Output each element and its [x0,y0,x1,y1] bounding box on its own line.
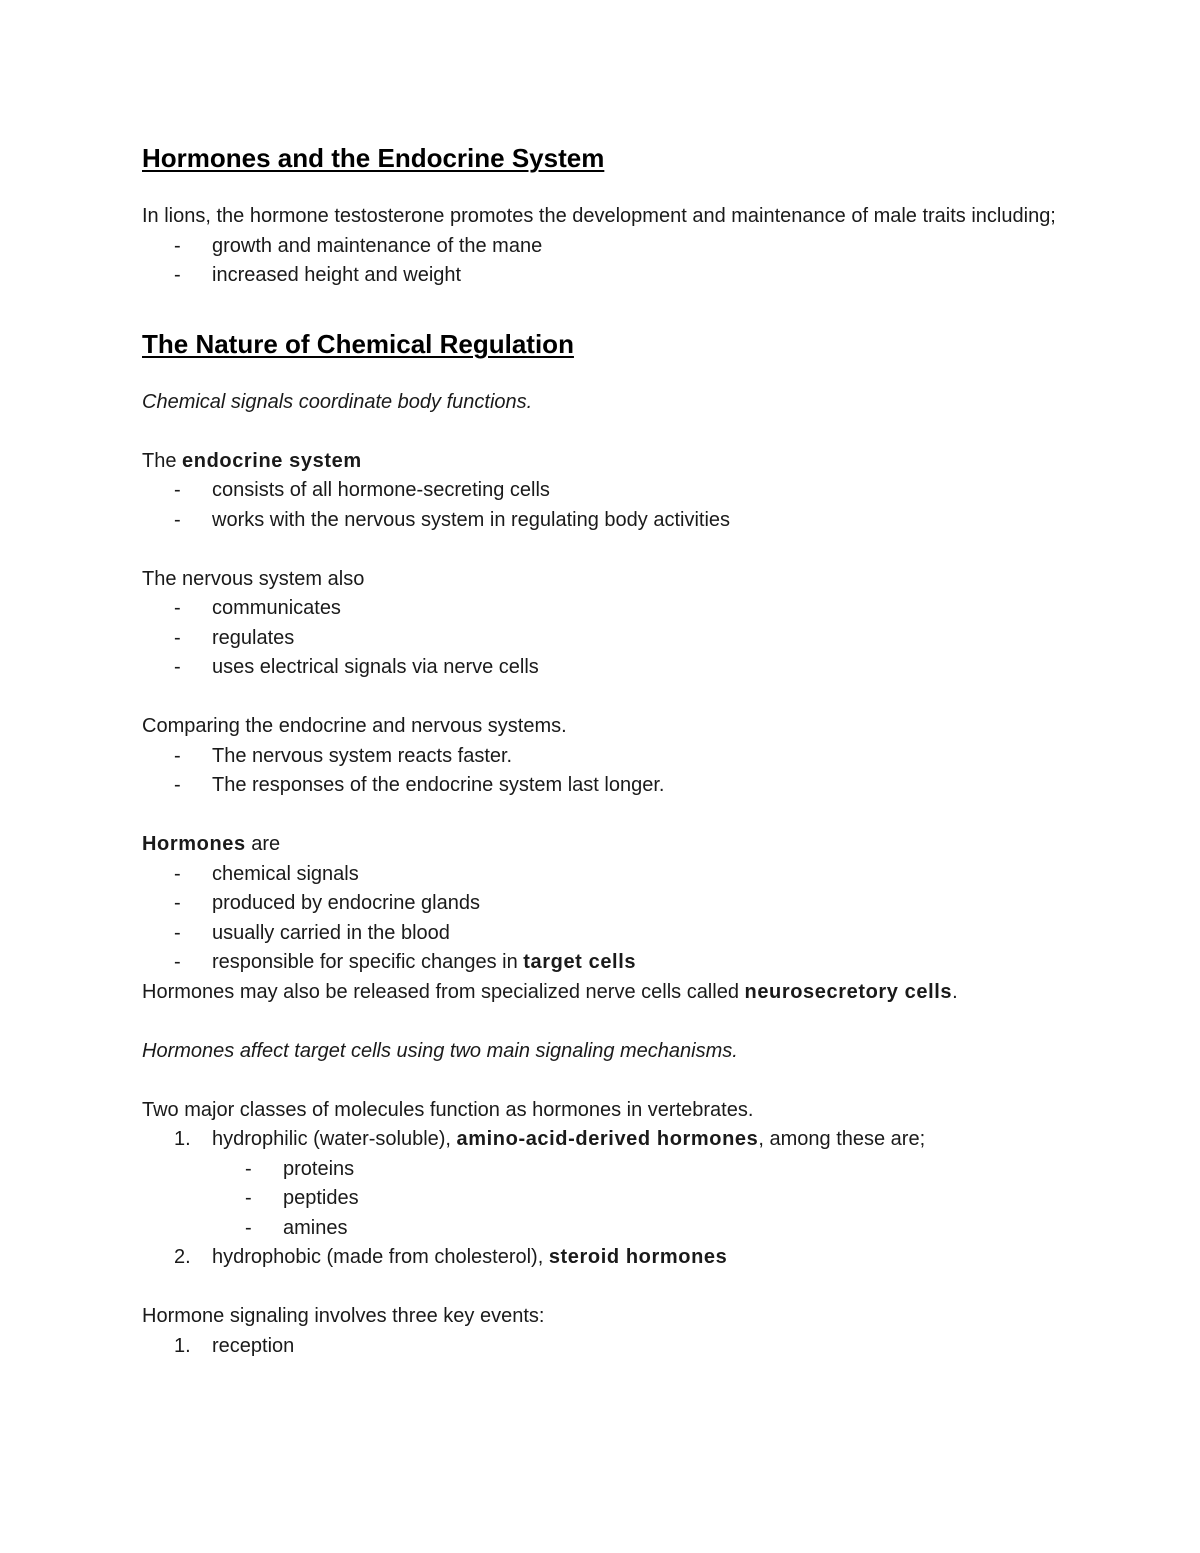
classes-lead: Two major classes of molecules function as hormones in vertebrates. [142,1098,754,1121]
list-item-text: hydrophilic (water-soluble), [212,1128,457,1150]
list-number: 1. [174,1128,191,1150]
heading-chemical-regulation: The Nature of Chemical Regulation [142,328,574,359]
subtitle-chemical-signals: Chemical signals coordinate body functions. [142,390,533,413]
traits-list [142,232,1062,291]
list-item-text: regulates [212,626,295,649]
bold-term: endocrine system [182,449,362,472]
list-item-text: responsible for specific changes in [212,951,524,973]
list-item-text: reception [212,1334,295,1357]
bullet-dash: - [245,1216,252,1239]
bold-term: target cells [523,951,637,973]
nervous-lead: The nervous system also [142,567,365,590]
list-item-text: peptides [283,1187,359,1209]
list-item [142,261,1062,291]
list-item [142,860,1062,890]
bullet-dash: - [174,774,181,796]
list-item [142,653,1062,683]
list-item [142,1243,1062,1273]
list-item [142,506,1062,536]
list-item [142,232,1062,262]
list-number: 2. [174,1246,191,1268]
signaling-lead: Hormone signaling involves three key events: [142,1305,545,1327]
bold-term: steroid hormones [548,1246,728,1268]
list-item [142,1184,1062,1214]
document-page [142,140,1062,1361]
list-item-text: consists of all hormone-secreting cells [212,479,550,501]
amino-subtypes-list [142,1155,1062,1244]
nervous-list [142,594,1062,683]
classes-list-cont [142,1243,1062,1273]
bullet-dash: - [174,862,181,885]
list-item-text: chemical signals [212,862,359,885]
list-item-text: proteins [283,1157,355,1180]
list-item-text: amines [283,1216,348,1239]
list-item [142,476,1062,506]
bullet-dash: - [245,1157,252,1180]
bullet-dash: - [245,1187,252,1209]
bullet-dash: - [174,921,181,944]
bullet-dash: - [174,234,181,257]
lead-text: The [142,449,183,472]
list-item-text: uses electrical signals via nerve cells [212,656,539,678]
bullet-dash: - [174,508,181,531]
note-end: . [952,980,958,1003]
bullet-dash: - [174,656,181,678]
list-item [142,1214,1062,1244]
list-item-text: The responses of the endocrine system last longer. [212,774,665,796]
endocrine-list [142,476,1062,535]
list-item-text: usually carried in the blood [212,921,450,944]
bullet-dash: - [174,951,181,973]
intro-paragraph: In lions, the hormone testosterone promotes the development and maintenance of male traits including; [142,205,1056,227]
lead-text: are [245,833,281,855]
list-item [142,624,1062,654]
list-item-text: , among these are; [758,1128,926,1150]
list-item [142,594,1062,624]
list-item-text: The nervous system reacts faster. [212,744,513,767]
list-item [142,1125,1062,1155]
list-item [142,742,1062,772]
list-item-text: increased height and weight [212,264,462,286]
bold-term: neurosecretory cells [744,980,953,1003]
list-item-text: growth and maintenance of the mane [212,234,543,257]
comparing-list [142,742,1062,801]
neurosecretory-note [142,978,1062,1008]
list-item [142,948,1062,978]
bullet-dash: - [174,892,181,914]
hormones-list [142,860,1062,978]
bold-term: amino-acid-derived hormones [456,1128,759,1150]
list-item [142,1332,1062,1362]
bullet-dash: - [174,479,181,501]
bullet-dash: - [174,626,181,649]
bullet-dash: - [174,264,181,286]
hormones-lead [142,830,1062,860]
endocrine-lead [142,447,1062,477]
comparing-lead: Comparing the endocrine and nervous systems. [142,715,567,737]
bullet-dash: - [174,597,181,619]
heading-hormones-endocrine: Hormones and the Endocrine System [142,143,605,173]
list-item-text: produced by endocrine glands [212,892,480,914]
list-item [142,1155,1062,1185]
note-text: Hormones may also be released from specialized nerve cells called [142,980,745,1003]
list-number: 1. [174,1334,191,1357]
list-item-text: hydrophobic (made from cholesterol), [212,1246,549,1268]
list-item [142,889,1062,919]
list-item-text: communicates [212,597,341,619]
classes-list [142,1125,1062,1155]
bullet-dash: - [174,744,181,767]
list-item-text: works with the nervous system in regulating body activities [212,508,731,531]
signaling-list [142,1332,1062,1362]
list-item [142,919,1062,949]
bold-term: Hormones [142,833,246,855]
mechanisms-paragraph: Hormones affect target cells using two main signaling mechanisms. [142,1039,738,1062]
list-item [142,771,1062,801]
